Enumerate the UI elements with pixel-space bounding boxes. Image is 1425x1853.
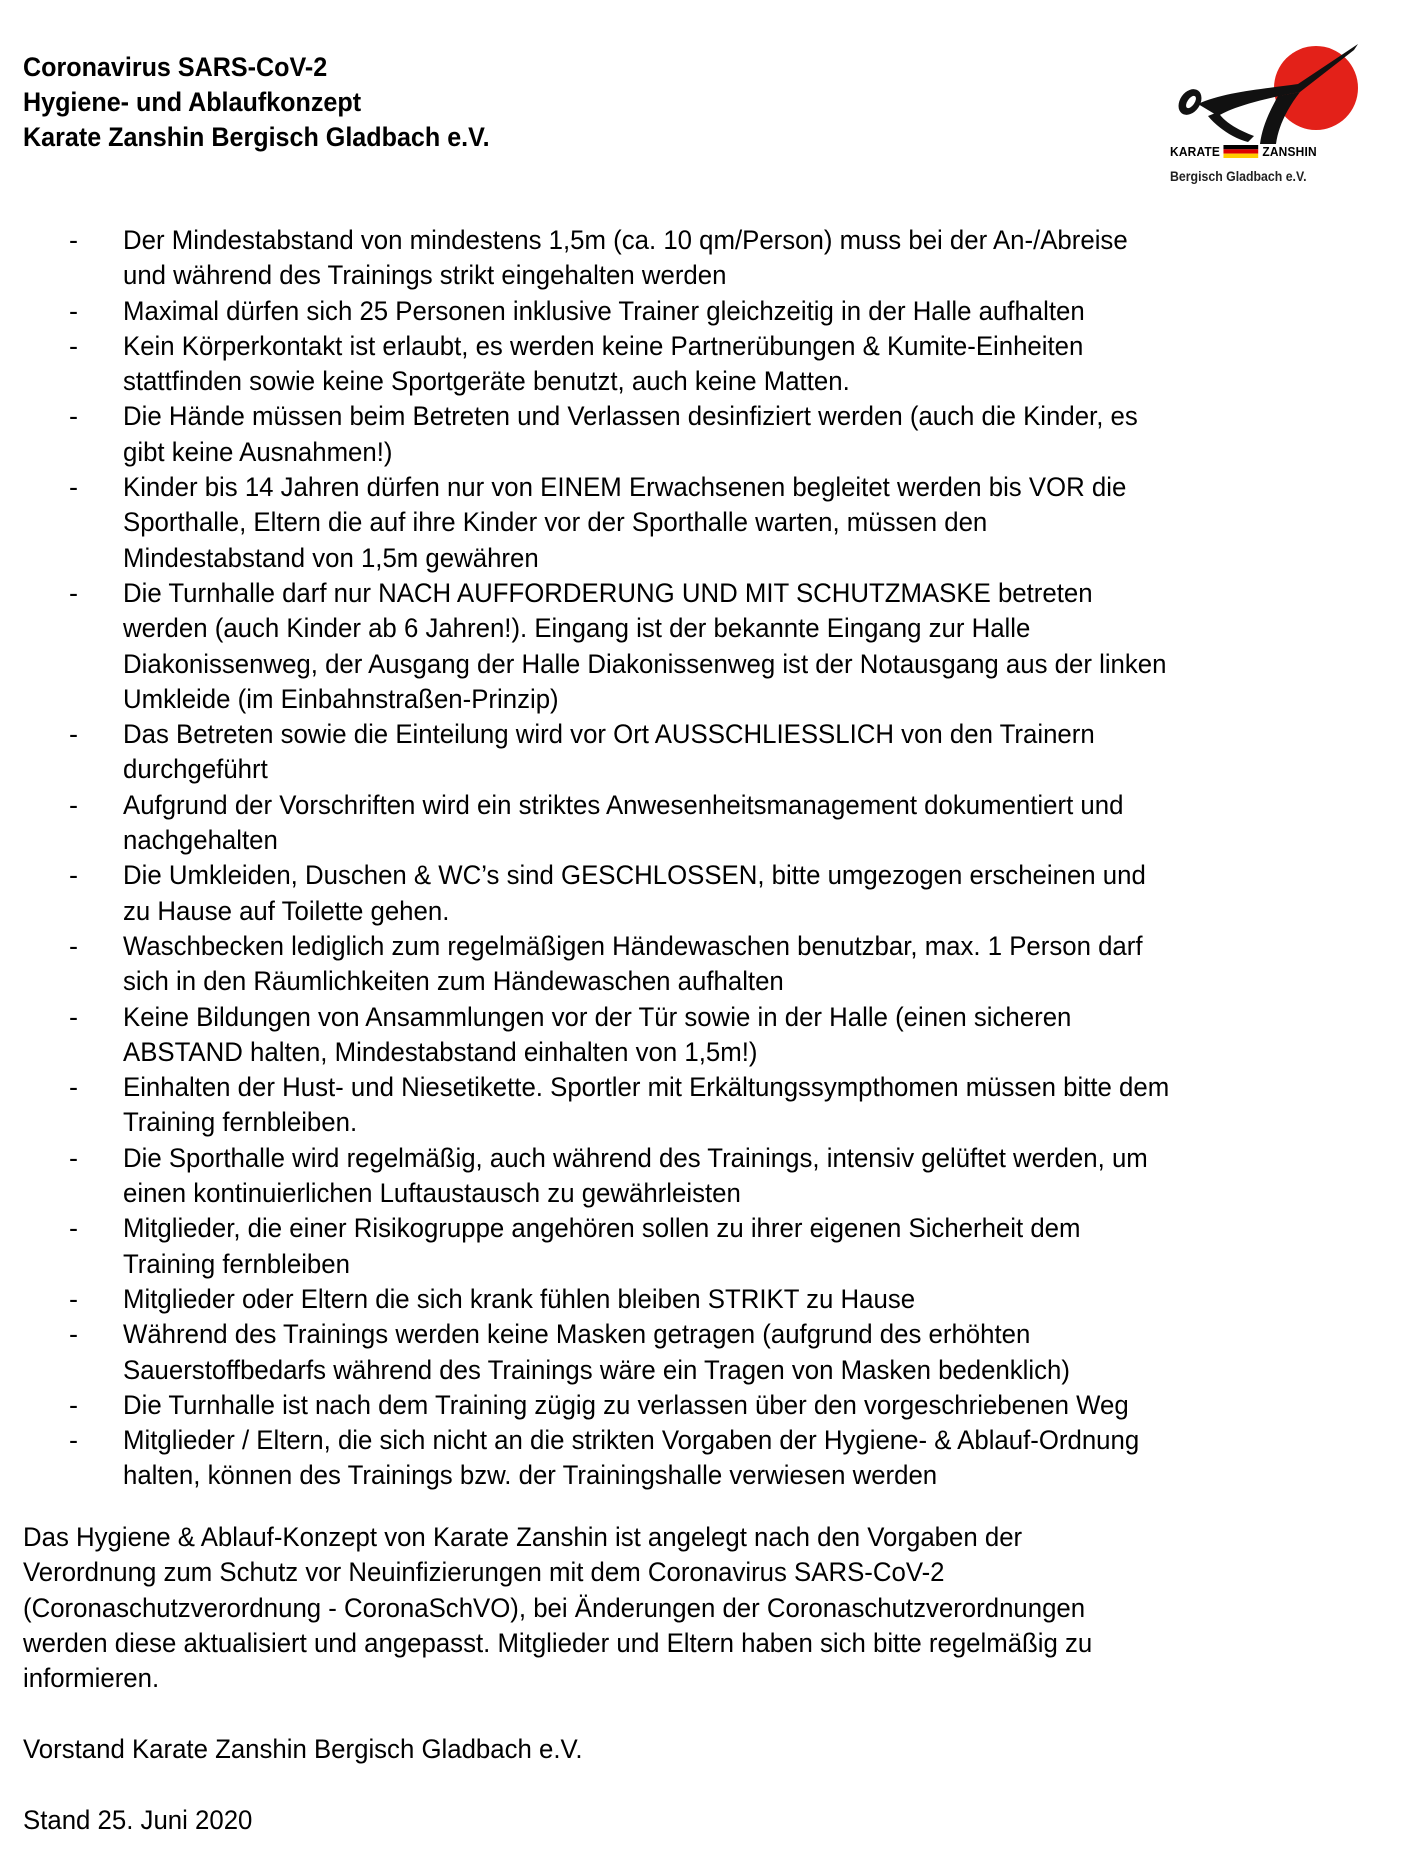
logo-text-zanshin: ZANSHIN xyxy=(1262,144,1317,159)
bullet-dash: - xyxy=(69,1319,78,1350)
logo-text-karate: KARATE xyxy=(1170,144,1221,159)
rule-text-line: Umkleide (im Einbahnstraßen-Prinzip) xyxy=(123,683,559,714)
rule-text-line: Keine Bildungen von Ansammlungen vor der Tür sowie in der Halle (einen sicheren xyxy=(123,1001,1072,1032)
karate-figure-icon xyxy=(1168,44,1368,144)
bullet-dash: - xyxy=(69,1283,78,1314)
bullet-dash: - xyxy=(69,225,78,255)
rule-text-line: Kein Körperkontakt ist erlaubt, es werden keine Partnerübungen & Kumite-Einheiten xyxy=(123,330,1084,361)
bullet-dash: - xyxy=(69,1001,78,1032)
rule-text-line: Das Betreten sowie die Einteilung wird vor Ort AUSSCHLIESSLICH von den Trainern xyxy=(123,719,1095,750)
bullet-dash: - xyxy=(69,295,78,326)
rule-item xyxy=(0,1317,1425,1388)
title-line-1: Coronavirus SARS-CoV-2 xyxy=(23,52,328,82)
rule-text-line: Die Umkleiden, Duschen & WC’s sind GESCHLOSSEN, bitte umgezogen erscheinen und xyxy=(123,860,1146,891)
title-line-3: Karate Zanshin Bergisch Gladbach e.V. xyxy=(23,122,490,152)
logo-subtitle: Bergisch Gladbach e.V. xyxy=(1170,168,1307,184)
signature-text: Vorstand Karate Zanshin Bergisch Gladbach e.V. xyxy=(23,1734,583,1764)
rule-text-line: Die Turnhalle darf nur NACH AUFFORDERUNG UND MIT SCHUTZMASKE betreten xyxy=(123,577,1093,608)
rule-item xyxy=(0,1282,1425,1317)
rule-text-line: Aufgrund der Vorschriften wird ein striktes Anwesenheitsmanagement dokumentiert und xyxy=(123,789,1124,820)
bullet-dash: - xyxy=(69,1213,78,1244)
rule-text-line: Mitglieder, die einer Risikogruppe angehören sollen zu ihrer eigenen Sicherheit dem xyxy=(123,1213,1081,1244)
rule-item xyxy=(0,399,1425,470)
rule-text-line: Sporthalle, Eltern die auf ihre Kinder vor der Sporthalle warten, müssen den xyxy=(123,507,988,538)
bullet-dash: - xyxy=(69,472,78,503)
rule-item xyxy=(0,1423,1425,1494)
rule-text-line: Einhalten der Hust- und Niesetikette. Sportler mit Erkältungssympthomen müssen bitte dem xyxy=(123,1072,1170,1103)
rule-item xyxy=(0,294,1425,329)
rule-text-line: Training fernbleiben xyxy=(123,1248,350,1279)
german-flag-stripe-icon xyxy=(1224,145,1259,158)
bullet-dash: - xyxy=(69,401,78,432)
rule-item xyxy=(0,858,1425,929)
rule-text-line: Maximal dürfen sich 25 Personen inklusive Trainer gleichzeitig in der Halle aufhalten xyxy=(123,295,1085,326)
paragraph-line: werden diese aktualisiert und angepasst. Mitglieder und Eltern haben sich bitte regelmäßig zu xyxy=(23,1627,1093,1658)
signature xyxy=(23,1732,609,1767)
rule-item xyxy=(0,1211,1425,1282)
logo-wordmark xyxy=(1170,144,1317,159)
bullet-dash: - xyxy=(69,719,78,750)
title-line-2: Hygiene- und Ablaufkonzept xyxy=(23,87,362,117)
rule-text-line: und während des Trainings strikt eingehalten werden xyxy=(123,260,727,291)
bullet-dash: - xyxy=(69,860,78,891)
rule-text-line: einen kontinuierlichen Luftaustausch zu gewährleisten xyxy=(123,1178,741,1209)
rule-item xyxy=(0,223,1425,294)
paragraph-line: Das Hygiene & Ablauf-Konzept von Karate Zanshin ist angelegt nach den Vorgaben der xyxy=(23,1522,1023,1552)
rule-text-line: halten, können des Trainings bzw. der Trainingshalle verwiesen werden xyxy=(123,1460,938,1491)
date-stamp xyxy=(23,1803,263,1838)
rule-text-line: nachgehalten xyxy=(123,825,278,856)
rule-text-line: Mindestabstand von 1,5m gewähren xyxy=(123,542,539,573)
closing-paragraph xyxy=(23,1520,1143,1696)
bullet-dash: - xyxy=(69,330,78,361)
bullet-dash: - xyxy=(69,930,78,961)
bullet-dash: - xyxy=(69,789,78,820)
rule-text-line: Die Sporthalle wird regelmäßig, auch während des Trainings, intensiv gelüftet werden, um xyxy=(123,1142,1148,1173)
rule-text-line: Kinder bis 14 Jahren dürfen nur von EINEM Erwachsenen begleitet werden bis VOR die xyxy=(123,472,1127,503)
rule-item xyxy=(0,929,1425,1000)
rule-text-line: Sauerstoffbedarfs während des Trainings wäre ein Tragen von Masken bedenklich) xyxy=(123,1354,1070,1385)
rule-text-line: Mitglieder oder Eltern die sich krank fühlen bleiben STRIKT zu Hause xyxy=(123,1283,916,1314)
paragraph-line: informieren. xyxy=(23,1663,160,1694)
rule-item xyxy=(0,470,1425,576)
bullet-dash: - xyxy=(69,1389,78,1420)
rule-text-line: Der Mindestabstand von mindestens 1,5m (ca. 10 qm/Person) muss bei der An-/Abreise xyxy=(123,225,1128,255)
rule-item xyxy=(0,1388,1425,1423)
rule-item xyxy=(0,1000,1425,1071)
rule-text-line: stattfinden sowie keine Sportgeräte benutzt, auch keine Matten. xyxy=(123,366,850,397)
rule-item xyxy=(0,1141,1425,1212)
document-header xyxy=(23,50,525,155)
rule-text-line: zu Hause auf Toilette gehen. xyxy=(123,895,450,926)
rule-item xyxy=(0,788,1425,859)
rule-text-line: Waschbecken lediglich zum regelmäßigen Händewaschen benutzbar, max. 1 Person darf xyxy=(123,930,1143,961)
bullet-dash: - xyxy=(69,577,78,608)
rule-text-line: Die Hände müssen beim Betreten und Verlassen desinfiziert werden (auch die Kinder, es xyxy=(123,401,1138,432)
paragraph-line: (Coronaschutzverordnung - CoronaSchVO), bei Änderungen der Coronaschutzverordnungen xyxy=(23,1592,1086,1623)
rule-item xyxy=(0,717,1425,788)
rule-text-line: werden (auch Kinder ab 6 Jahren!). Eingang ist der bekannte Eingang zur Halle xyxy=(123,613,1031,644)
rule-item xyxy=(0,1070,1425,1141)
bullet-dash: - xyxy=(69,1425,78,1456)
paragraph-line: Verordnung zum Schutz vor Neuinfizierungen mit dem Coronavirus SARS-CoV-2 xyxy=(23,1557,945,1588)
bullet-dash: - xyxy=(69,1072,78,1103)
rule-text-line: Während des Trainings werden keine Masken getragen (aufgrund des erhöhten xyxy=(123,1319,1031,1350)
bullet-dash: - xyxy=(69,1142,78,1173)
club-logo xyxy=(1168,44,1368,194)
rule-text-line: gibt keine Ausnahmen!) xyxy=(123,436,393,467)
rule-item xyxy=(0,329,1425,400)
rules-list xyxy=(0,223,1425,1494)
rule-text-line: Training fernbleiben. xyxy=(123,1107,358,1138)
rule-text-line: ABSTAND halten, Mindestabstand einhalten von 1,5m!) xyxy=(123,1036,758,1067)
rule-text-line: sich in den Räumlichkeiten zum Händewaschen aufhalten xyxy=(123,966,784,997)
rule-item xyxy=(0,576,1425,717)
rule-text-line: Die Turnhalle ist nach dem Training zügig zu verlassen über den vorgeschriebenen Weg xyxy=(123,1389,1129,1420)
rule-text-line: Mitglieder / Eltern, die sich nicht an die strikten Vorgaben der Hygiene- & Ablauf-Ordnung xyxy=(123,1425,1140,1456)
rule-text-line: durchgeführt xyxy=(123,754,268,785)
rule-text-line: Diakonissenweg, der Ausgang der Halle Diakonissenweg ist der Notausgang aus der linken xyxy=(123,648,1167,679)
date-text: Stand 25. Juni 2020 xyxy=(23,1805,253,1835)
